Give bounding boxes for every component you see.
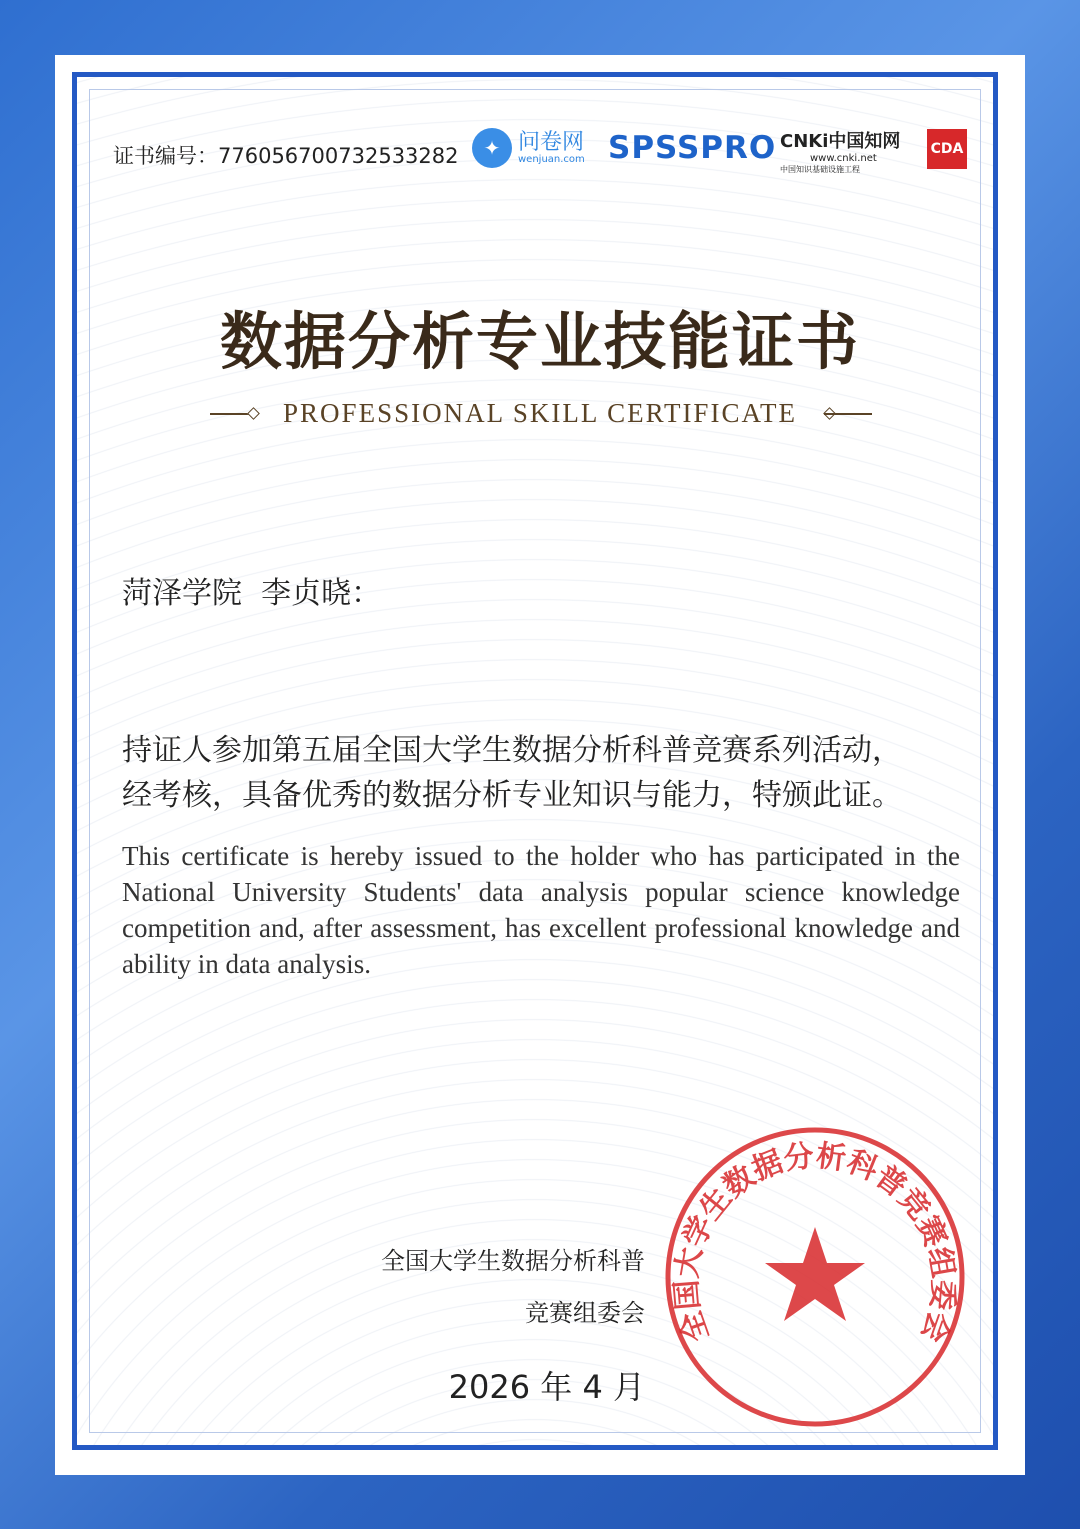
body-chinese	[122, 728, 902, 818]
body-english: This certificate is hereby issued to the holder who has participated in the National University Students' data analysis popular science knowledge competition and, after assessment, has excellent professional knowledge and ability in data analysis.	[122, 841, 960, 979]
divider-right	[824, 413, 872, 415]
certificate-number	[113, 140, 459, 170]
cnki-name: CNKi中国知网	[780, 131, 901, 152]
cnki-domain: www.cnki.net	[810, 153, 877, 164]
body-chinese-line: 持证人参加第五届全国大学生数据分析科普竞赛系列活动，	[122, 733, 902, 768]
cda-logo: CDA	[927, 129, 967, 169]
certificate-title: 数据分析专业技能证书	[219, 305, 860, 378]
cnki-tagline: 中国知识基础设施工程	[780, 165, 860, 174]
wenjuan-icon: ✦	[472, 128, 512, 168]
certificate-subtitle: PROFESSIONAL SKILL CERTIFICATE	[283, 398, 797, 428]
certificate-number-value: 776056700732533282	[218, 144, 459, 168]
seal-text: 全国大学生数据分析科普竞赛组委会	[669, 1138, 961, 1347]
wenjuan-name: 问卷网	[518, 129, 585, 155]
issuer-line: 全国大学生数据分析科普	[381, 1247, 645, 1275]
issue-date: 2026 年 4 月	[448, 1368, 645, 1406]
recipient-name: 菏泽学院 李贞晓：	[122, 576, 382, 611]
seal-star-icon	[765, 1227, 865, 1321]
certificate-number-label: 证书编号：	[113, 144, 218, 168]
spsspro-logo: SPSSPRO	[608, 130, 777, 166]
wenjuan-logo	[472, 128, 585, 168]
wenjuan-domain: wenjuan.com	[518, 153, 585, 165]
issuer-line: 竞赛组委会	[525, 1299, 645, 1327]
body-chinese-line: 经考核，具备优秀的数据分析专业知识与能力，特颁此证。	[122, 778, 902, 813]
official-seal	[663, 1125, 967, 1429]
cnki-logo	[780, 127, 900, 175]
